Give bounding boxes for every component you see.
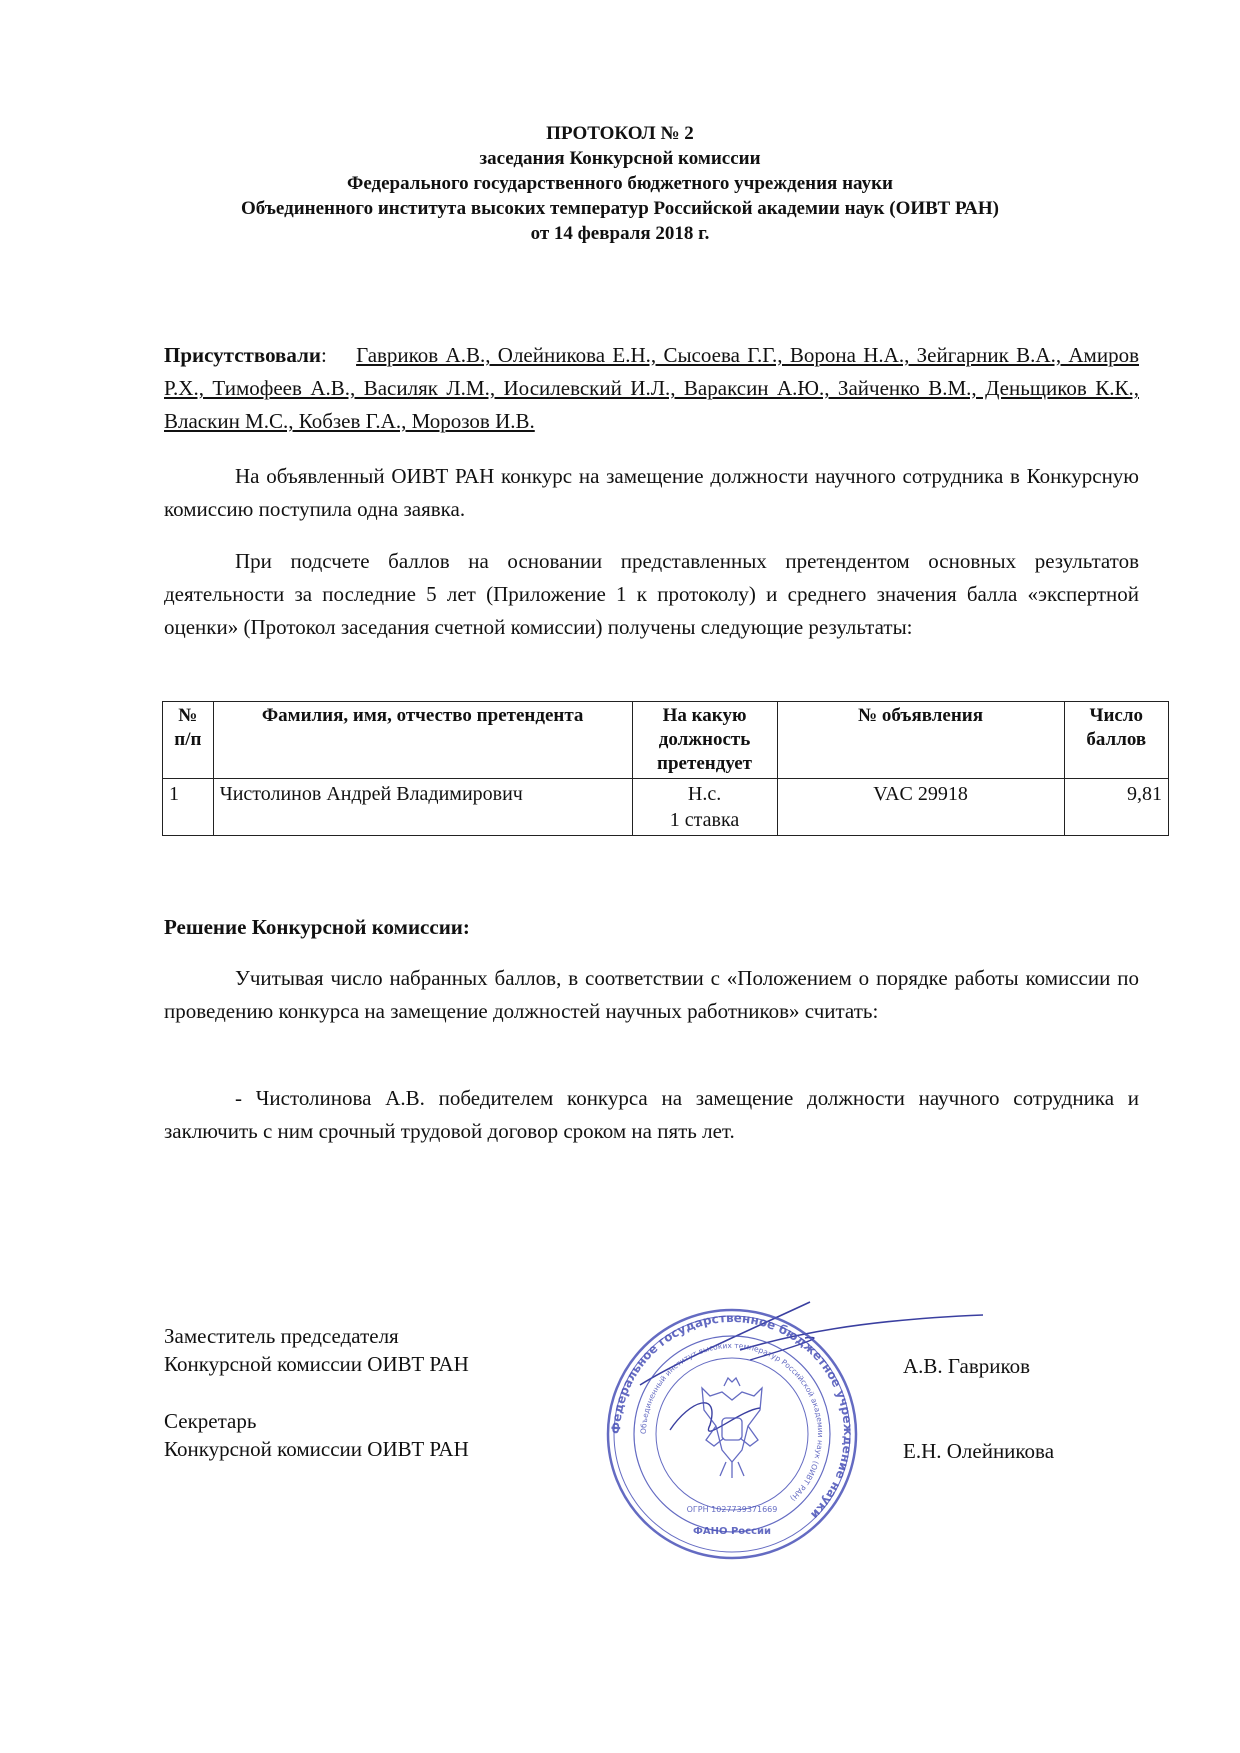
- cell-score: 9,81: [1064, 779, 1168, 836]
- attendance-colon: :: [320, 343, 327, 367]
- deputy-title: [164, 1322, 469, 1378]
- table-row: [163, 779, 1169, 836]
- cell-ad: VAC 29918: [777, 779, 1064, 836]
- seal-ogrn: ОГРН 1027739371669: [686, 1505, 778, 1514]
- table-header-row: [163, 702, 1169, 779]
- decision-text: Учитывая число набранных баллов, в соответствии с «Положением о порядке работы комиссии по проведению конкурса на замещение должностей научных работников» считать:: [164, 966, 1139, 1023]
- heading-protocol-number: ПРОТОКОЛ № 2: [546, 123, 694, 144]
- cell-position-title: Н.с.: [687, 783, 722, 805]
- attendance-block: [164, 339, 1139, 438]
- secretary-title-line1: Секретарь: [164, 1409, 257, 1433]
- attendance-label: Присутствовали: [164, 343, 321, 367]
- secretary-title-line2: Конкурсной комиссии ОИВТ РАН: [164, 1437, 469, 1461]
- heading-date: от 14 февраля 2018 г.: [530, 223, 710, 244]
- header-name: Фамилия, имя, отчество претендента: [213, 702, 632, 779]
- protocol-heading: [0, 121, 1240, 246]
- application-paragraph: На объявленный ОИВТ РАН конкурс на замещение должности научного сотрудника в Конкурсную комиссию поступила одна заявка.: [164, 464, 1139, 521]
- secretary-title: [164, 1407, 469, 1463]
- header-num: № п/п: [163, 702, 214, 779]
- attendance-names: Гавриков А.В., Олейникова Е.Н., Сысоева Г.Г., Ворона Н.А., Зейгарник В.А., Амиров Р.Х., Тимофеев А.В., Василяк Л.М., Иосилевский И.Л., Вараксин А.Ю., Зайченко В.М., Деньщиков К.К., Власкин М.С., Кобзев Г.А., Морозов И.В.: [164, 343, 1139, 433]
- header-position: На какую должность претендует: [632, 702, 777, 779]
- heading-institution-type: Федерального государственного бюджетного учреждения науки: [347, 173, 893, 194]
- header-ad: № объявления: [777, 702, 1064, 779]
- header-score: Число баллов: [1064, 702, 1168, 779]
- cell-position-rate: 1 ставка: [669, 809, 740, 831]
- svg-text:Объединенный институт высоких: [639, 1341, 825, 1503]
- secretary-name: Е.Н. Олейникова: [903, 1439, 1055, 1463]
- cell-num: 1: [163, 779, 214, 836]
- scoring-paragraph: При подсчете баллов на основании представленных претендентом основных результатов деятельности за последние 5 лет (Приложение 1 к протоколу) и среднего значения балла «экспертной оценки» (Протокол заседания счетной комиссии) получены следующие результаты:: [164, 549, 1139, 639]
- cell-name: Чистолинов Андрей Владимирович: [213, 779, 632, 836]
- seal-agency: ФАНО России: [692, 1526, 772, 1537]
- deputy-title-line1: Заместитель председателя: [164, 1324, 399, 1348]
- deputy-title-line2: Конкурсной комиссии ОИВТ РАН: [164, 1352, 469, 1376]
- heading-meeting: заседания Конкурсной комиссии: [479, 148, 761, 169]
- decision-title: Решение Конкурсной комиссии:: [164, 915, 470, 939]
- official-seal-icon: [598, 1300, 866, 1570]
- cell-position: [632, 779, 777, 836]
- results-table: [162, 701, 1169, 836]
- decision-item: - Чистолинова А.В. победителем конкурса на замещение должности научного сотрудника и заключить с ним срочный трудовой договор сроком на пять лет.: [164, 1086, 1139, 1143]
- deputy-name: А.В. Гавриков: [903, 1354, 1031, 1378]
- seal-inner-text: Объединенный институт высоких температур Российской академии наук (ОИВТ РАН): [638, 1340, 826, 1503]
- seal-outer-text: Федеральное государственное бюджетное учреждение науки: [608, 1310, 856, 1522]
- heading-institution-name: Объединенного института высоких температур Российской академии наук (ОИВТ РАН): [241, 198, 999, 219]
